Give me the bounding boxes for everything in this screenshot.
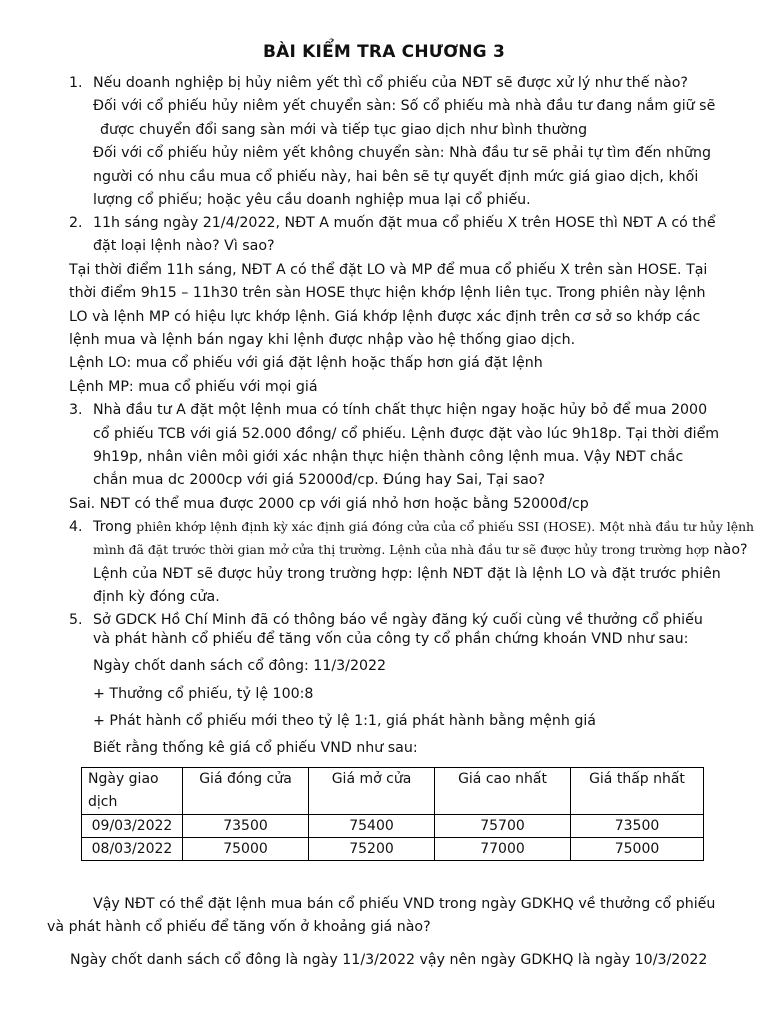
q4-number: 4. <box>69 519 83 535</box>
cell-date: 08/03/2022 <box>82 838 183 861</box>
q3-number: 3. <box>69 402 83 418</box>
q3-question-line: cổ phiếu TCB với giá 52.000 đồng/ cổ phiếu. Lệnh được đặt vào lúc 9h18p. Tại thời điểm <box>93 426 720 442</box>
cell-close: 75000 <box>183 838 309 861</box>
q4-question-suffix: nào? <box>713 542 748 558</box>
column-header-close: Giá đóng cửa <box>183 768 309 815</box>
cell-date: 09/03/2022 <box>82 815 183 838</box>
column-header-low: Giá thấp nhất <box>571 768 704 815</box>
price-table <box>81 767 704 861</box>
q1-answer-line: Đối với cổ phiếu hủy niêm yết chuyển sàn: Số cổ phiếu mà nhà đầu tư đang nắm giữ sẽ <box>93 98 716 114</box>
q2-answer-line: Lệnh LO: mua cổ phiếu với giá đặt lệnh hoặc thấp hơn giá đặt lệnh <box>69 355 543 371</box>
q2-answer-line: lệnh mua và lệnh bán ngay khi lệnh được nhập vào hệ thống giao dịch. <box>69 332 576 348</box>
cell-low: 75000 <box>571 838 704 861</box>
q1-answer-line: được chuyển đổi sang sàn mới và tiếp tục giao dịch như bình thường <box>100 122 588 138</box>
page-title: BÀI KIỂM TRA CHƯƠNG 3 <box>263 42 505 62</box>
q5-issue: + Phát hành cổ phiếu mới theo tỷ lệ 1:1, giá phát hành bằng mệnh giá <box>93 713 596 729</box>
q5-question-line: Vậy NĐT có thể đặt lệnh mua bán cổ phiếu VND trong ngày GDKHQ về thưởng cổ phiếu <box>93 896 716 912</box>
q1-answer-line: lượng cổ phiếu; hoặc yêu cầu doanh nghiệp mua lại cổ phiếu. <box>93 192 531 208</box>
column-header-high: Giá cao nhất <box>435 768 571 815</box>
header-date-line: dịch <box>88 794 118 810</box>
q5-number: 5. <box>69 612 83 628</box>
table-row <box>82 815 704 838</box>
cell-low: 73500 <box>571 815 704 838</box>
cell-open: 75200 <box>309 838 435 861</box>
cell-high: 75700 <box>435 815 571 838</box>
q4-question-prefix: Trong <box>93 519 132 535</box>
q2-answer-line: LO và lệnh MP có hiệu lực khớp lệnh. Giá khớp lệnh được xác định trên cơ sở so khớp các <box>69 309 701 325</box>
q3-question-line: Nhà đầu tư A đặt một lệnh mua có tính chất thực hiện ngay hoặc hủy bỏ để mua 2000 <box>93 402 708 418</box>
q2-question-line: 11h sáng ngày 21/4/2022, NĐT A muốn đặt mua cổ phiếu X trên HOSE thì NĐT A có thể <box>93 215 716 231</box>
q5-intro-line: Sở GDCK Hồ Chí Minh đã có thông báo về ngày đăng ký cuối cùng về thưởng cổ phiếu <box>93 612 703 628</box>
q5-intro-line: và phát hành cổ phiếu để tăng vốn của công ty cổ phần chứng khoán VND như sau: <box>93 631 689 647</box>
q2-answer-line: Lệnh MP: mua cổ phiếu với mọi giá <box>69 379 318 395</box>
table-header-row <box>82 768 704 815</box>
q2-question-line: đặt loại lệnh nào? Vì sao? <box>93 238 275 254</box>
q5-record-date: Ngày chốt danh sách cổ đông: 11/3/2022 <box>93 658 387 674</box>
q3-question-line: 9h19p, nhân viên môi giới xác nhận thực hiện thành công lệnh mua. Vậy NĐT chắc <box>93 449 684 465</box>
q5-answer: Ngày chốt danh sách cổ đông là ngày 11/3/2022 vậy nên ngày GDKHQ là ngày 10/3/2022 <box>70 952 708 968</box>
cell-close: 73500 <box>183 815 309 838</box>
column-header-date <box>82 768 183 815</box>
q5-stats-intro: Biết rằng thống kê giá cổ phiếu VND như sau: <box>93 740 418 756</box>
q2-number: 2. <box>69 215 83 231</box>
q1-question: Nếu doanh nghiệp bị hủy niêm yết thì cổ phiếu của NĐT sẽ được xử lý như thế nào? <box>93 75 688 91</box>
cell-open: 75400 <box>309 815 435 838</box>
q3-answer: Sai. NĐT có thể mua được 2000 cp với giá nhỏ hơn hoặc bằng 52000đ/cp <box>69 496 589 512</box>
table-row <box>82 838 704 861</box>
q1-number: 1. <box>69 75 83 91</box>
q4-question-line <box>93 540 748 560</box>
q4-question-serif: phiên khớp lệnh định kỳ xác định giá đóng cửa của cổ phiếu SSI (HOSE). Một nhà đầu tư hủy lệnh <box>136 519 755 534</box>
cell-high: 77000 <box>435 838 571 861</box>
q5-bonus: + Thưởng cổ phiếu, tỷ lệ 100:8 <box>93 686 314 702</box>
q1-answer-line: Đối với cổ phiếu hủy niêm yết không chuyển sàn: Nhà đầu tư sẽ phải tự tìm đến những <box>93 145 712 161</box>
q3-question-line: chắn mua dc 2000cp với giá 52000đ/cp. Đúng hay Sai, Tại sao? <box>93 472 546 488</box>
q4-answer-line: định kỳ đóng cửa. <box>93 589 220 605</box>
q4-question-line <box>93 517 754 537</box>
header-date-line: Ngày giao <box>88 771 159 787</box>
q5-question-line: và phát hành cổ phiếu để tăng vốn ở khoảng giá nào? <box>47 919 431 935</box>
q1-answer-line: người có nhu cầu mua cổ phiếu này, hai bên sẽ tự quyết định mức giá giao dịch, khối <box>93 169 699 185</box>
column-header-open: Giá mở cửa <box>309 768 435 815</box>
q2-answer-line: Tại thời điểm 11h sáng, NĐT A có thể đặt LO và MP để mua cổ phiếu X trên sàn HOSE. Tại <box>69 262 708 278</box>
q4-answer-line: Lệnh của NĐT sẽ được hủy trong trường hợp: lệnh NĐT đặt là lệnh LO và đặt trước phiên <box>93 566 721 582</box>
q4-question-serif: mình đã đặt trước thời gian mở cửa thị trường. Lệnh của nhà đầu tư sẽ được hủy trong trường hợp <box>93 542 710 557</box>
q2-answer-line: thời điểm 9h15 – 11h30 trên sàn HOSE thực hiện khớp lệnh liên tục. Trong phiên này lệnh <box>69 285 706 301</box>
